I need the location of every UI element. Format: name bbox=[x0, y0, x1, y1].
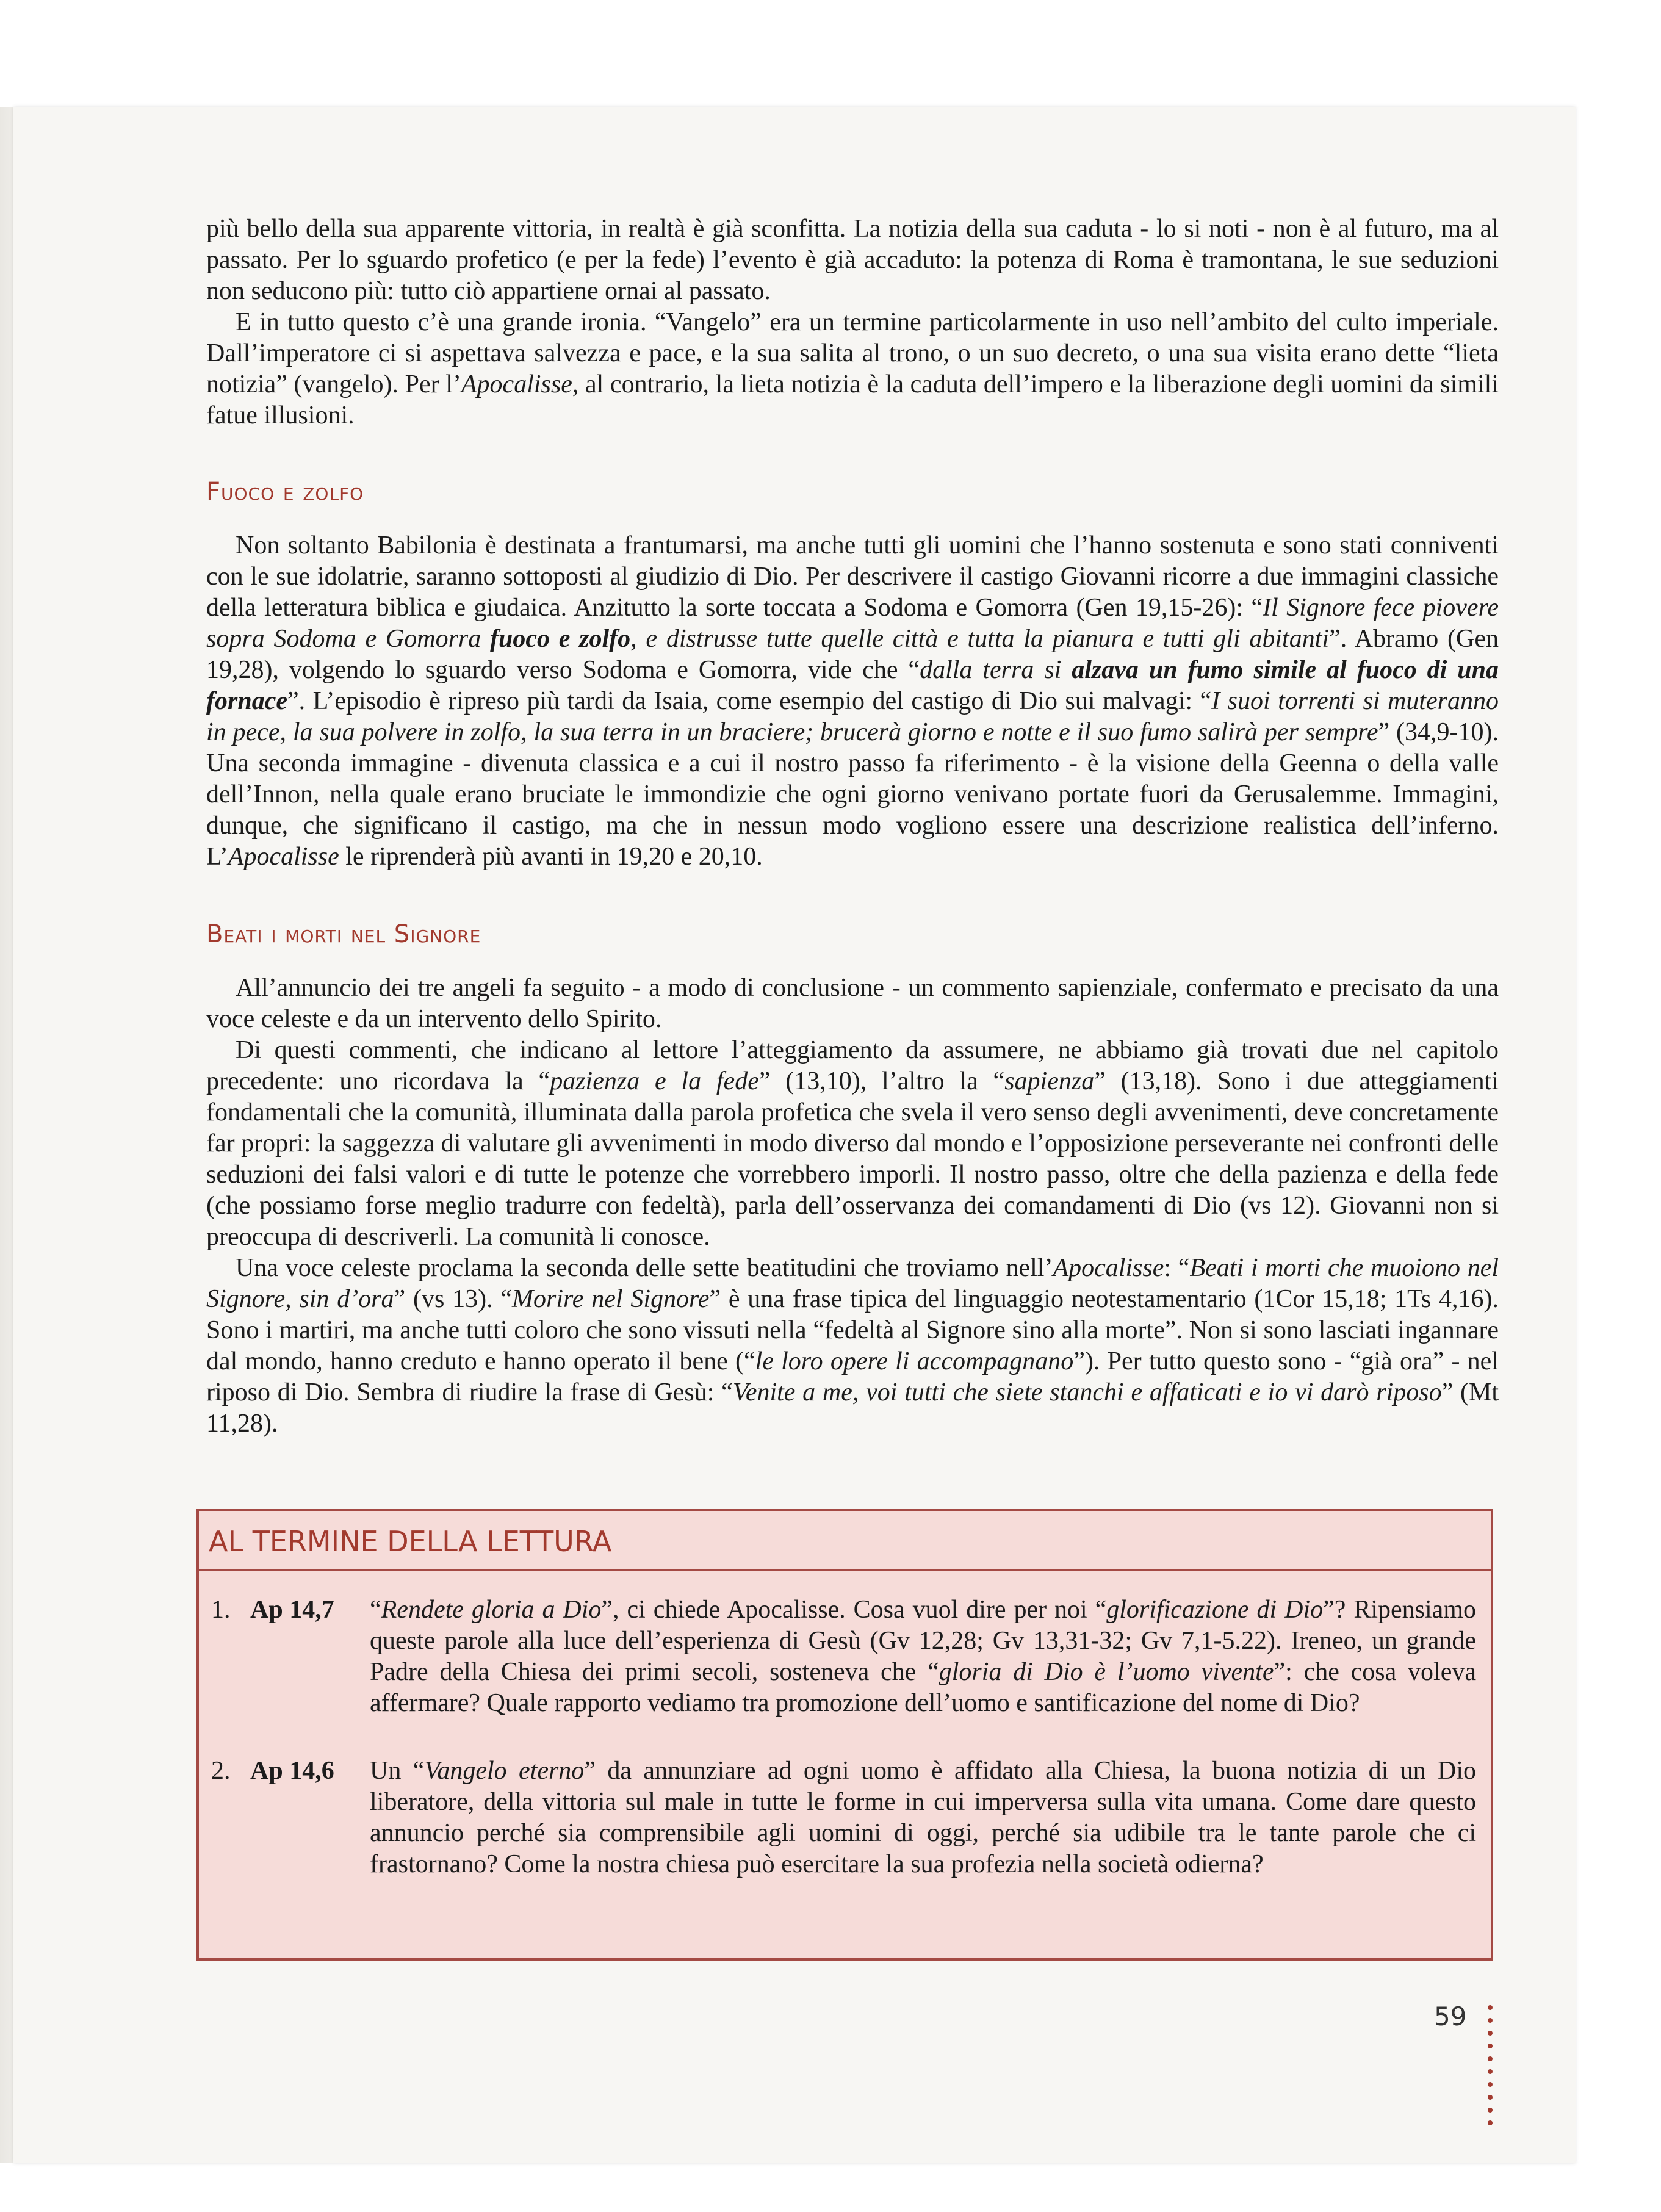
text-run: ” (34,9-10). Una seconda immagine - divenuta classica e a cui il nostro passo fa riferimento - è la visione della Geenna o della valle dell’Innon, nella quale erano bruciate le immondizie che ogni giorno venivano portate fuori da Gerusalemme. Immagini, dunque, che significano il castigo, ma che in nessun modo vogliono essere una descrizione realistica dell’inferno. L’ bbox=[206, 718, 1499, 871]
italic-run: pazienza e la fede bbox=[550, 1067, 759, 1095]
text-run: le riprenderà più avanti in 19,20 e 20,10. bbox=[339, 843, 763, 871]
dot bbox=[1488, 2018, 1493, 2023]
italic-run: Morire nel Signore bbox=[512, 1285, 710, 1313]
italic-run: Apocalisse bbox=[1053, 1254, 1164, 1282]
page-number: 59 bbox=[1434, 2001, 1467, 2031]
decorative-dots bbox=[1488, 2005, 1493, 2133]
italic-run: Rendete gloria a Dio bbox=[381, 1596, 602, 1624]
italic-run: Venite a me, voi tutti che siete stanchi e affaticati e io vi darò riposo bbox=[732, 1378, 1442, 1407]
italic-run: Beati i morti che muoiono nel Signore, sin d’ora bbox=[206, 1254, 1499, 1313]
question-text bbox=[370, 1594, 1476, 1719]
dot bbox=[1488, 2095, 1493, 2100]
question-reference: Ap 14,6 bbox=[250, 1757, 334, 1785]
italic-run: sapienza bbox=[1004, 1067, 1095, 1095]
paragraph-beati-3 bbox=[206, 1253, 1499, 1439]
text-run: : “ bbox=[1164, 1254, 1190, 1282]
dot bbox=[1488, 2005, 1493, 2010]
text-run: ” (Mt 11,28). bbox=[206, 1378, 1499, 1438]
italic-run: glorificazione di Dio bbox=[1106, 1596, 1324, 1624]
dot bbox=[1488, 2031, 1493, 2036]
italic-run: dalla terra si bbox=[920, 656, 1072, 684]
italic-run: le loro opere li accompagnano bbox=[755, 1347, 1074, 1375]
text-run: Di questi commenti, che indicano al lettore l’atteggiamento da assumere, ne abbiamo già trovati due nel capitolo precedente: uno ricordava la “ bbox=[206, 1036, 1499, 1095]
bold-italic-run: fuoco e zolfo bbox=[490, 625, 631, 653]
text-run: ”). Per tutto questo sono - “già ora” - nel riposo di Dio. Sembra di riudire la frase di Gesù: “ bbox=[206, 1347, 1499, 1407]
italic-run: gloria di Dio è l’uomo vivente bbox=[939, 1658, 1274, 1686]
text-run: , al contrario, la lieta notizia è la caduta dell’impero e la liberazione degli uomini da simili fatue illusioni. bbox=[206, 370, 1499, 430]
main-text bbox=[206, 214, 1499, 1439]
text-run: ” (vs 13). “ bbox=[394, 1285, 513, 1313]
text-run: Un “ bbox=[370, 1757, 425, 1785]
dot bbox=[1488, 2082, 1493, 2087]
bold-italic-run: alzava un fumo simile al fuoco di una fornace bbox=[206, 656, 1499, 715]
text-run: Non soltanto Babilonia è destinata a frantumarsi, ma anche tutti gli uomini che l’hanno sostenuta e sono stati conniventi con le sue idolatrie, saranno sottoposti al giudizio di Dio. Per descrivere il castigo Giovanni ricorre a due immagini classiche della letteratura biblica e giudaica. Anzitutto la sorte toccata a Sodoma e Gomorra (Gen 19,15-26): “ bbox=[206, 531, 1499, 622]
dot bbox=[1488, 2069, 1493, 2074]
text-run: ” (13,18). Sono i due atteggiamenti fondamentali che la comunità, illuminata dalla parola profetica che svela il vero senso degli avvenimenti, deve concretamente far propri: la saggezza di valutare gli avvenimenti in modo diverso dal mondo e l’opposizione perseverante nei confronti delle seduzioni dei falsi valori e di tutte le potenze che vorrebbero imporli. Il nostro passo, oltre che della pazienza e della fede (che possiamo forse meglio tradurre con fedeltà), parla dell’osservanza dei comandamenti di Dio (vs 12). Giovanni non si preoccupa di descriverli. La comunità li conosce. bbox=[206, 1067, 1499, 1251]
paragraph-fuoco-zolfo bbox=[206, 530, 1499, 873]
question-item-2 bbox=[211, 1756, 1476, 1880]
italic-run: Il Signore fece piovere sopra Sodoma e Gomorra bbox=[206, 594, 1499, 653]
dot bbox=[1488, 2044, 1493, 2048]
question-number: 2. bbox=[211, 1757, 231, 1785]
box-title: AL TERMINE DELLA LETTURA bbox=[209, 1525, 612, 1558]
italic-run: I suoi torrenti si muteranno in pece, la sua polvere in zolfo, la sua terra in un braciere; brucerà giorno e notte e il suo fumo salirà per sempre bbox=[206, 687, 1499, 746]
text-run: E in tutto questo c’è una grande ironia. “Vangelo” era un termine particolarmente in uso nell’ambito del culto imperiale. Dall’imperatore ci si aspettava salvezza e pace, e la sua salita al trono, o un suo decreto, o una sua visita erano dette “lieta notizia” (vangelo). Per l’ bbox=[206, 308, 1499, 398]
text-run: ” da annunziare ad ogni uomo è affidato alla Chiesa, la buona notizia di un Dio liberatore, della vittoria sul male in tutte le forme in cui imperversa sulla vita umana. Come dare questo annuncio perché sia comprensibile agli uomini di oggi, perché sia udibile tra le tante parole che ci frastornano? Come la nostra chiesa può esercitare la sua profezia nella società odierna? bbox=[370, 1757, 1476, 1878]
text-run: ”. L’episodio è ripreso più tardi da Isaia, come esempio del castigo di Dio sui malvagi: “ bbox=[287, 687, 1212, 715]
intro-text: più bello della sua apparente vittoria, in realtà è già sconfitta. La notizia della sua caduta - lo si noti - non è al futuro, ma al passato. Per lo sguardo profetico (e per la fede) l’evento è già accaduto: la potenza di Roma è tramontana, le sue seduzioni non seducono più: tutto ciò appartiene ornai al passato. bbox=[206, 215, 1499, 305]
dot bbox=[1488, 2108, 1493, 2113]
question-text bbox=[370, 1756, 1476, 1880]
paragraph-beati-2 bbox=[206, 1035, 1499, 1253]
italic-run: Apocalisse bbox=[461, 370, 572, 398]
text-run: ” (13,10), l’altro la “ bbox=[758, 1067, 1005, 1095]
question-item-1 bbox=[211, 1594, 1476, 1719]
text-run: Una voce celeste proclama la seconda delle sette beatitudini che troviamo nell’ bbox=[236, 1254, 1053, 1282]
text-run: ”, ci chiede Apocalisse. Cosa vuol dire per noi “ bbox=[601, 1596, 1107, 1624]
section-heading-fuoco-zolfo: Fuoco e zolfo bbox=[206, 478, 364, 506]
box-title-rule bbox=[199, 1569, 1491, 1571]
italic-run: Apocalisse bbox=[228, 843, 339, 871]
italic-run: Vangelo eterno bbox=[424, 1757, 585, 1785]
dot bbox=[1488, 2120, 1493, 2125]
question-number: 1. bbox=[211, 1596, 231, 1624]
paragraph-intro-2 bbox=[206, 307, 1499, 431]
text-run: “ bbox=[370, 1596, 381, 1624]
text-run: All’annuncio dei tre angeli fa seguito - a modo di conclusione - un commento sapienziale, confermato e precisato da una voce celeste e da un intervento dello Spirito. bbox=[206, 974, 1499, 1033]
dot bbox=[1488, 2056, 1493, 2061]
text-run: ” è una frase tipica del linguaggio neotestamentario (1Cor 15,18; 1Ts 4,16). Sono i martiri, ma anche tutti coloro che sono vissuti nella “fedeltà al Signore sino alla morte”. Non si sono lasciati ingannare dal mondo, hanno creduto e hanno operato il bene (“ bbox=[206, 1285, 1499, 1375]
question-reference: Ap 14,7 bbox=[250, 1596, 334, 1624]
paragraph-intro-1 bbox=[206, 214, 1499, 307]
paragraph-beati-1 bbox=[206, 973, 1499, 1035]
text-run: ”? Ripensiamo queste parole alla luce dell’esperienza di Gesù (Gv 12,28; Gv 13,31-32; Gv 7,1-5.22). Ireneo, un grande Padre della Chiesa dei primi secoli, sosteneva che “ bbox=[370, 1596, 1476, 1686]
italic-run: , e distrusse tutte quelle città e tutta la pianura e tutti gli abitanti bbox=[630, 625, 1330, 653]
reading-questions-box bbox=[196, 1509, 1493, 1961]
section-heading-beati-morti: Beati i morti nel Signore bbox=[206, 920, 481, 948]
text-run: ”. Abramo (Gen 19,28), volgendo lo sguardo verso Sodoma e Gomorra, vide che “ bbox=[206, 625, 1499, 684]
text-run: ”: che cosa voleva affermare? Quale rapporto vediamo tra promozione dell’uomo e santificazione del nome di Dio? bbox=[370, 1658, 1476, 1717]
